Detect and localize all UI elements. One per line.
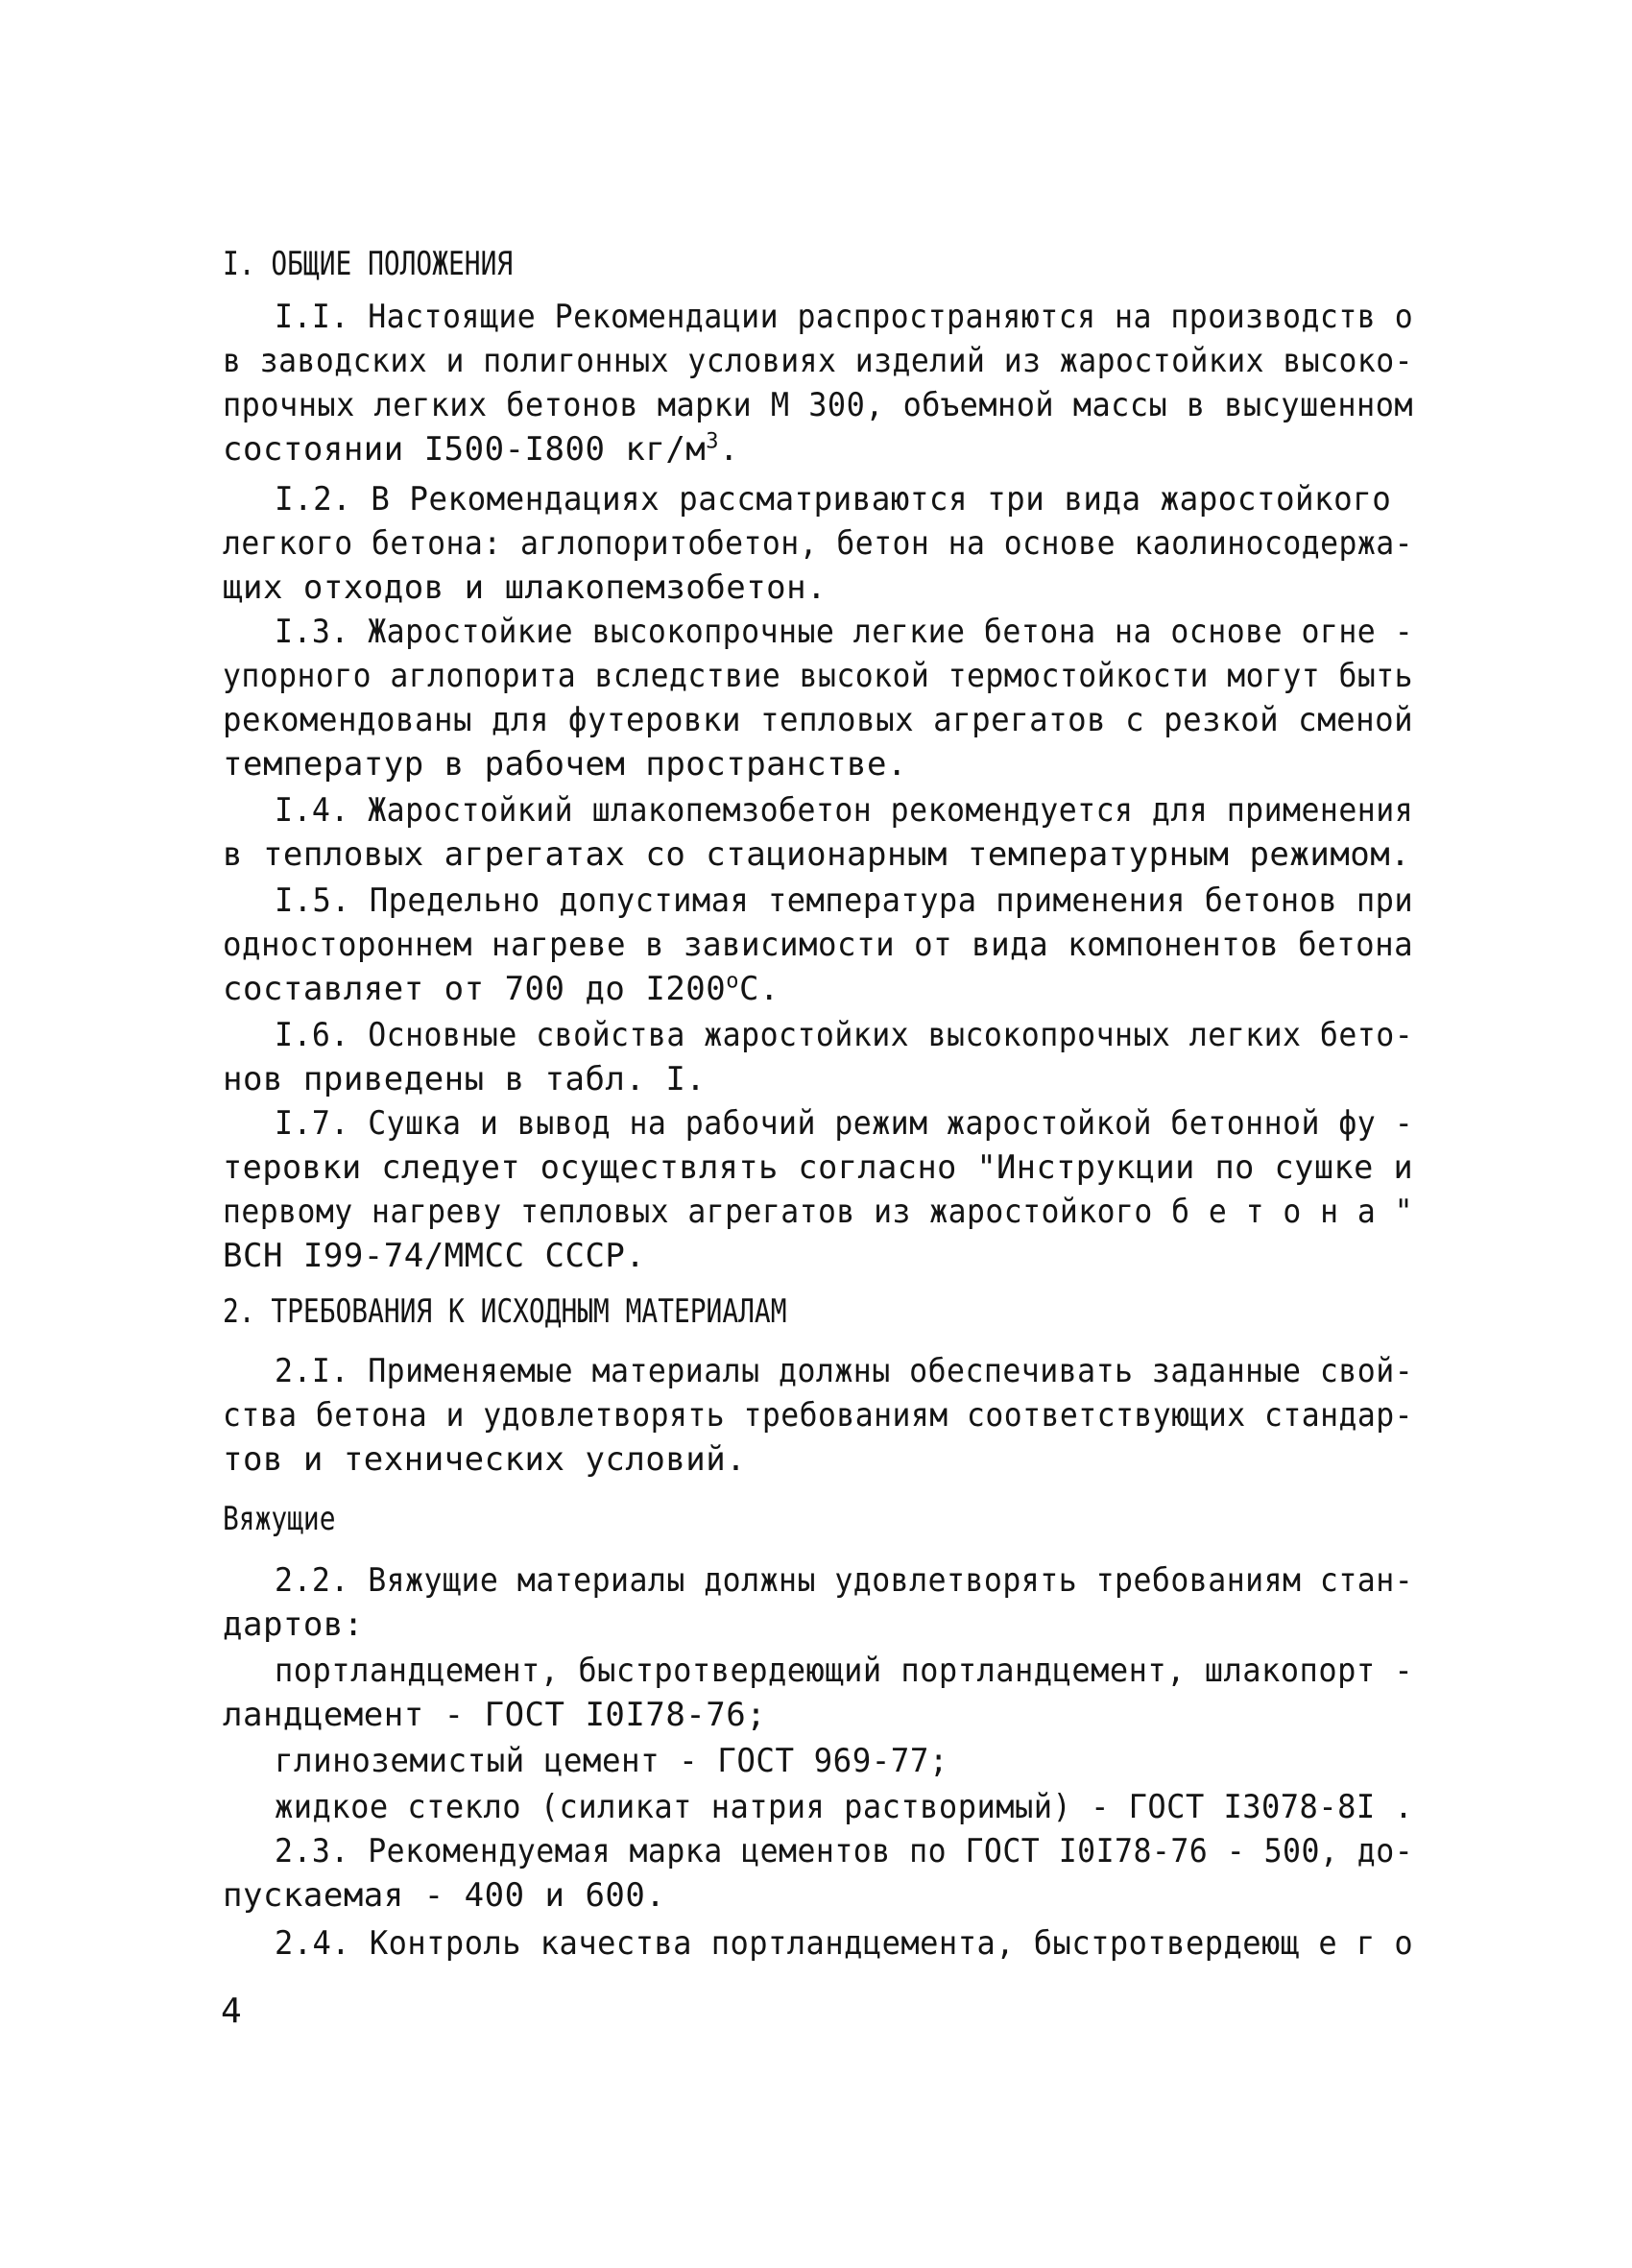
paragraph-line: I.3. Жаростойкие высокопрочные легкие бетона на основе огне - — [275, 613, 1414, 651]
paragraph-line: состоянии I500-I800 $кг/м^3$. — [223, 429, 740, 469]
paragraph-line: рекомендованы для футеровки тепловых агрегатов с резкой сменой — [223, 701, 1414, 739]
paragraph-line: составляет от 700 до $I200^оС$. — [223, 969, 780, 1008]
subheading: Вяжущие — [223, 1500, 336, 1538]
paragraph-line: глиноземистый цемент - ГОСТ 969-77; — [275, 1742, 948, 1780]
paragraph-line: ландцемент - ГОСТ I0I78-76; — [223, 1696, 767, 1734]
paragraph-line: легкого бетона: аглопоритобетон, бетон на основе каолиносодержа- — [223, 524, 1414, 563]
paragraph-line: 2.3. Рекомендуемая марка цементов по ГОСТ I0I78-76 - 500, до- — [275, 1832, 1414, 1870]
paragraph-line: прочных легких бетонов марки М 300, объемной массы в высушенном — [223, 386, 1414, 424]
paragraph-line: I.5. Предельно допустимая температура применения бетонов при — [275, 881, 1414, 920]
paragraph-line: портландцемент, быстротвердеющий портландцемент, шлакопорт - — [275, 1652, 1414, 1690]
paragraph-line: 2.2. Вяжущие материалы должны удовлетворять требованиям стан- — [275, 1561, 1414, 1600]
paragraph-line: I.2. В Рекомендациях рассматриваются три вида жаростойкого — [275, 480, 1392, 519]
paragraph-line: ства бетона и удовлетворять требованиям соответствующих стандар- — [223, 1396, 1414, 1435]
paragraph-line: 2.4. Контроль качества портландцемента, быстротвердеющ е г о — [275, 1924, 1414, 1963]
paragraph-line: тов и технических условий. — [223, 1440, 747, 1479]
paragraph-line: в заводских и полигонных условиях изделий из жаростойких высоко- — [223, 342, 1414, 380]
paragraph-line: одностороннем нагреве в зависимости от вида компонентов бетона — [223, 926, 1414, 964]
page-number: 4 — [221, 1991, 242, 2031]
paragraph-line: I.4. Жаростойкий шлакопемзобетон рекомендуется для применения — [275, 791, 1414, 830]
paragraph-line: жидкое стекло (силикат натрия растворимый) - ГОСТ I3078-8I . — [275, 1788, 1414, 1826]
paragraph-line: пускаемая - 400 и 600. — [223, 1876, 666, 1915]
paragraph-line: температур в рабочем пространстве. — [223, 745, 907, 784]
paragraph-line: ВСН I99-74/ММСС СССР. — [223, 1237, 646, 1275]
paragraph-line: I.7. Сушка и вывод на рабочий режим жаростойкой бетонной фу - — [275, 1104, 1414, 1143]
section-1-heading: I. ОБЩИЕ ПОЛОЖЕНИЯ — [223, 245, 514, 283]
paragraph-line: теровки следует осуществлять согласно "Инструкции по сушке и — [223, 1148, 1414, 1187]
paragraph-line: I.6. Основные свойства жаростойких высокопрочных легких бето- — [275, 1016, 1414, 1054]
paragraph-line: упорного аглопорита вследствие высокой термостойкости могут быть — [223, 657, 1414, 695]
paragraph-line: щих отходов и шлакопемзобетон. — [223, 568, 828, 607]
paragraph-line: 2.I. Применяемые материалы должны обеспечивать заданные свой- — [275, 1352, 1414, 1390]
section-2-heading: 2. ТРЕБОВАНИЯ К ИСХОДНЫМ МАТЕРИАЛАМ — [223, 1292, 787, 1331]
paragraph-line: дартов: — [223, 1605, 364, 1644]
paragraph-line: в тепловых агрегатах со стационарным температурным режимом. — [223, 835, 1411, 874]
paragraph-line: I.I. Настоящие Рекомендации распространяются на производств о — [275, 298, 1414, 336]
paragraph-line: первому нагреву тепловых агрегатов из жаростойкого б е т о н а " — [223, 1193, 1414, 1231]
paragraph-line: нов приведены в табл. I. — [223, 1060, 707, 1098]
